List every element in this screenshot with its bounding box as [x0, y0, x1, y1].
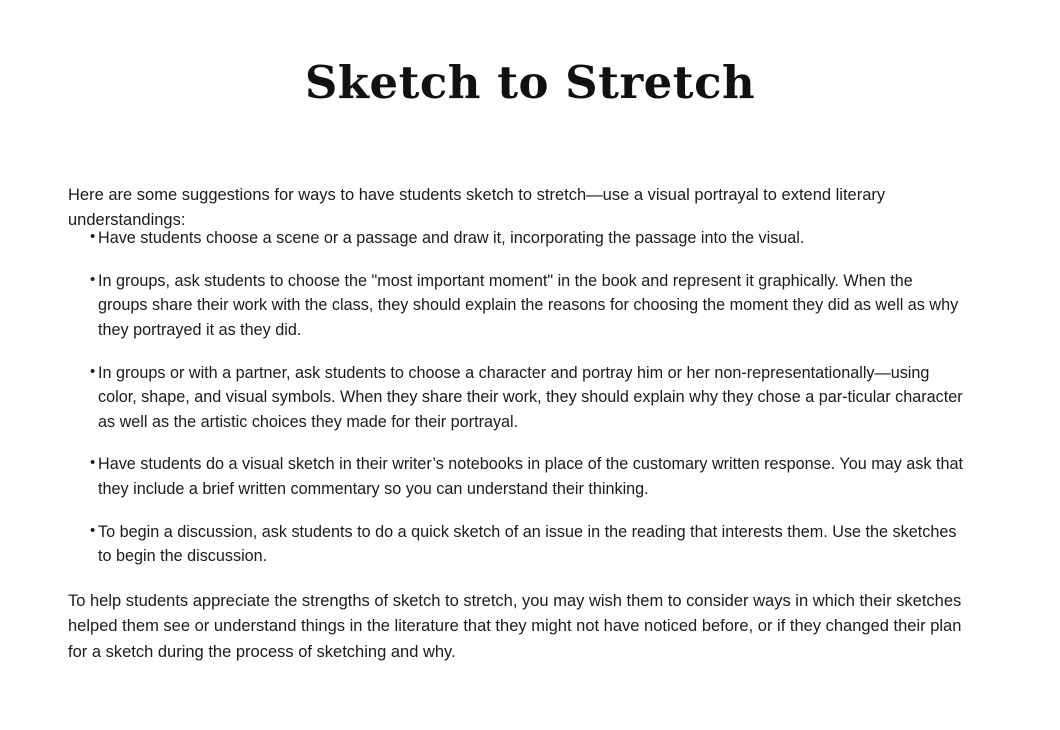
list-item-text: In groups, ask students to choose the "most important moment" in the book and represent it graphically. When the groups share their work with the class, they should explain the reasons for choosing the moment they did as well as why they portrayed it as they did.: [98, 271, 959, 339]
page-title: Sketch to Stretch: [304, 56, 756, 109]
intro-paragraph: Here are some suggestions for ways to have students sketch to stretch—use a visual portrayal to extend literary understandings:: [68, 185, 886, 230]
bullet-icon: •: [90, 454, 96, 472]
list-item: [68, 452, 964, 501]
bullet-icon: •: [90, 521, 96, 539]
list-item: [68, 361, 964, 435]
list-item: [68, 520, 964, 569]
list-item: [68, 226, 964, 251]
list-item-text: Have students choose a scene or a passage and draw it, incorporating the passage into the visual.: [98, 229, 805, 247]
list-item-text: In groups or with a partner, ask students to choose a character and portray him or her non-representationally—using color, shape, and visual symbols. When they share their work, they should explain why they chose a par-ticular character as well as the artistic choices they made for their portrayal.: [98, 363, 963, 431]
bullet-icon: •: [90, 270, 96, 288]
bullet-icon: •: [90, 228, 96, 245]
suggestions-list: [68, 226, 964, 587]
list-item-text: Have students do a visual sketch in their writer’s notebooks in place of the customary written response. You may ask that they include a brief written commentary so you can understand their thinking.: [98, 455, 963, 498]
closing-paragraph: To help students appreciate the strengths of sketch to stretch, you may wish them to consider ways in which their sketches helped them see or understand things in the literature that they might not have noticed before, or if they changed their plan for a sketch during the process of sketching and why.: [68, 591, 962, 661]
list-item-text: To begin a discussion, ask students to do a quick sketch of an issue in the reading that interests them. Use the sketches to begin the discussion.: [98, 522, 957, 566]
list-item: [68, 269, 964, 343]
bullet-icon: •: [90, 362, 96, 380]
